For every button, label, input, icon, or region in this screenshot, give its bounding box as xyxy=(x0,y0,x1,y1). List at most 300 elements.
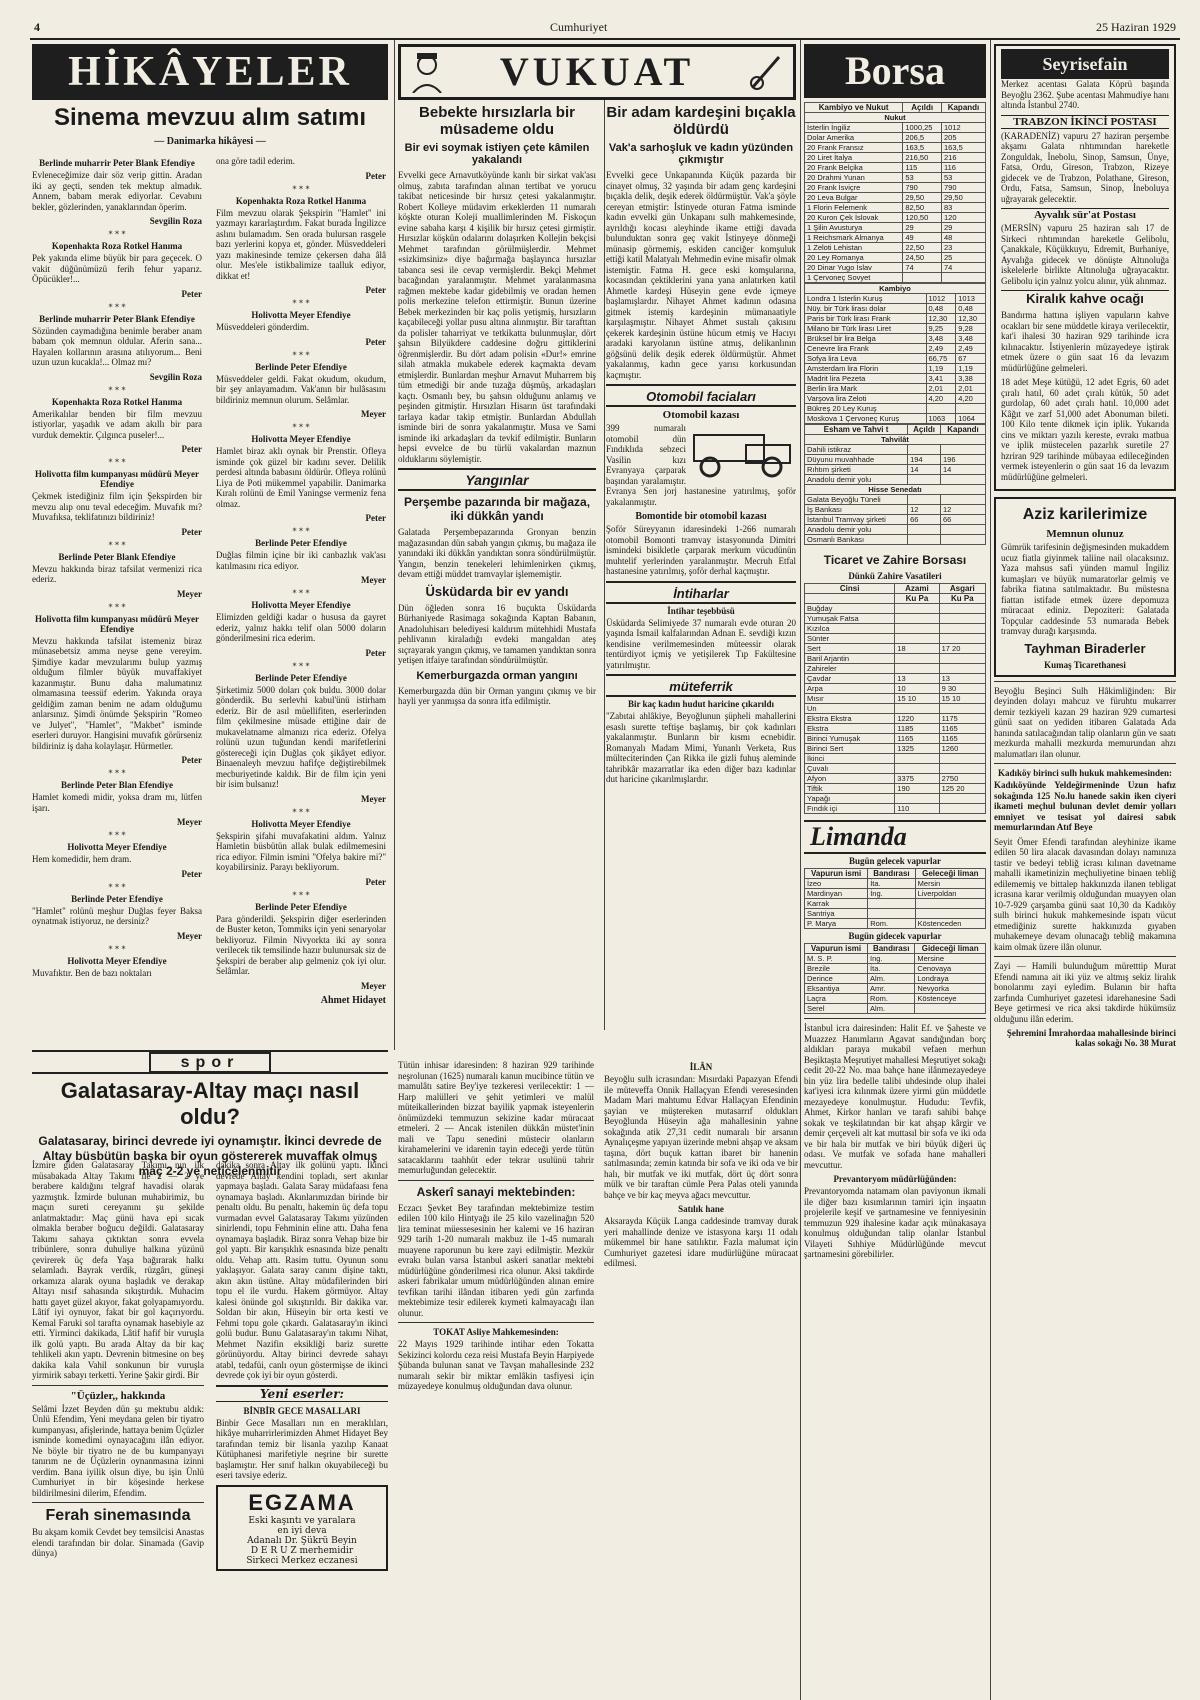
zahire-row xyxy=(805,634,986,644)
kambiyo-row xyxy=(805,374,986,384)
kadikoy-title: Kadıköy birinci sulh hukuk mahkemesinden: xyxy=(997,768,1173,778)
table-cell: Berlin lira Mark xyxy=(805,384,927,394)
table-cell: 4,20 xyxy=(926,394,956,404)
table-cell: 17 20 xyxy=(939,644,985,654)
table-section-row xyxy=(805,113,986,123)
zahire-row xyxy=(805,804,986,814)
table-cell: 9,25 xyxy=(926,324,956,334)
kambiyo-row xyxy=(805,334,986,344)
table-cell: 53 xyxy=(941,173,985,183)
spor-deck: Galatasaray, birinci devrede iyi oynamıştır. İkinci devrede de Altay büsbütün başka bir oyun göstererek muvaffak olmuş maç 2-2 ye neticelenmitir xyxy=(38,1134,382,1178)
uskudar-title: Üsküdarda bir ev yandı xyxy=(425,583,569,599)
story-letter: Berlinde Peter Efendiye Duğlas filmin içine bir iki canbazlık vak'ası katılmasını rica ediyor. Meyer xyxy=(216,538,386,585)
zahire-row xyxy=(805,654,986,664)
intihar-text: Üsküdarda Selimiyede 37 numaralı evde oturan 20 yaşında Ismail kalfalarından Adnan E. sevdiği kızın kendisine verilmemesinden müteessir olarak tentürdiyot içmiş ve yetişilerek Tıp Fakültesine yatırılmıştır. xyxy=(606,617,796,670)
table-cell xyxy=(941,495,986,505)
table-cell: Osmanlı Bankası xyxy=(805,535,908,545)
table-cell: İng. xyxy=(868,889,915,899)
zahire-row xyxy=(805,724,986,734)
table-cell: 13 xyxy=(939,674,985,684)
beyoglu-notice: Beyoğlu Beşinci Sulh Hâkimliğinden: Bir deyinden dolayı mahcuz ve füruhtu mukarrer demir tezkiyeli kazan 29 haziran 929 cumartesi günü saat on yediden itibaren Galatada Ada hanında satılacağından talip olanların gün ve saatı mezkurda mahalli mezkurda memurundan ahzı malumatları ilan olunur. xyxy=(994,685,1176,759)
muteferrik-label-box xyxy=(606,674,796,697)
table-cell: Köstenceden xyxy=(915,919,985,929)
story-letter: Berlinde Peter Blan Efendiye Hamlet komedi midir, yoksa dram mı, lütfen işarı. Meyer xyxy=(32,780,202,827)
table-cell: Laçra xyxy=(805,994,868,1004)
table-cell: M. S. P. xyxy=(805,954,868,964)
muteferrik-title: Bir kaç kadın hudut haricine çıkarıldı xyxy=(627,699,775,709)
zahire-row xyxy=(805,624,986,634)
kiralik-title: Kiralık kahve ocağı xyxy=(1001,290,1169,306)
table-cell: İta. xyxy=(868,964,915,974)
table-cell: 12,30 xyxy=(926,314,956,324)
table-cell: 1012 xyxy=(941,123,985,133)
nukut-row xyxy=(805,203,986,213)
table-cell: 1220 xyxy=(895,714,939,724)
table-cell: 1 Zeloti Lehistan xyxy=(805,243,903,253)
table-cell: 163,5 xyxy=(903,143,942,153)
ilan-title: İLÂN xyxy=(689,1062,713,1072)
zahire-row xyxy=(805,674,986,684)
hisse-row xyxy=(805,525,986,535)
table-cell xyxy=(939,624,985,634)
table-cell: 1185 xyxy=(895,724,939,734)
table-cell: 120,50 xyxy=(903,213,942,223)
table-cell: Moskova 1 Çervoneç Kuruş xyxy=(805,414,927,424)
story-letter: Holivotta Meyer Efendiye Hem komedidir, hem dram. Peter xyxy=(32,842,202,879)
publication-name: Cumhuriyet xyxy=(550,20,608,34)
table-cell: 115 xyxy=(903,163,942,173)
table-cell xyxy=(908,525,941,535)
seyrisefain-box xyxy=(994,44,1176,491)
table-cell: 82,50 xyxy=(903,203,942,213)
table-cell: 9 30 xyxy=(939,684,985,694)
spor-headline: Galatasaray-Altay maçı nasıl oldu? xyxy=(60,1078,360,1129)
ucuzler-title: "Üçüzler,, hakkında xyxy=(70,1389,166,1402)
vukuat-banner xyxy=(398,44,796,100)
tahvil-row xyxy=(805,475,986,485)
table-section-label: Kambiyo xyxy=(805,284,986,294)
story-author: Ahmet Hidayet xyxy=(320,994,386,1006)
table-cell: 15 10 xyxy=(895,694,939,704)
otomobil-kazasi xyxy=(606,423,796,507)
otomobil-label: Otomobil faciaları xyxy=(646,389,756,404)
table-cell: 194 xyxy=(908,455,941,465)
table-cell: Cenevre lira Frank xyxy=(805,344,927,354)
story-title: Sinema mevzuu alım satımı xyxy=(53,104,367,131)
story-letter: Berlinde muharrir Peter Blank Efendiye Sözünden caymadığına benimle beraber anam babam çok memnun oldular. Aferin sana... Hayalen kollarının arasına atılıyorum... Beni uzun uzun kucakla!... Olmaz mı? Sevgilin Roza xyxy=(32,313,202,382)
aziz-subtitle: Memnun olunuz xyxy=(1046,528,1124,540)
story-letter: Holivotta Meyer Efendiye Müsveddeleri gönderdim. Peter xyxy=(216,310,386,347)
table-cell: 29,50 xyxy=(941,193,985,203)
spor-label: spor xyxy=(149,1052,272,1073)
zahire-row xyxy=(805,714,986,724)
table-cell: 0,48 xyxy=(956,304,986,314)
story-column-2: ona göre tadil ederim. Peter * * * Kopenhakta Roza Rotkel Hanıma Film mevzuu olarak Şekspirin "Hamlet" ini yazmayı kararlaştırdım. Fakat burada İngilizce aslını bulamadım. Sen orada bulursan rasgele bazı yerlerini kopya et, gönder. Müsveddeleri yazı makinesinde temize çekersen daha âlâ olur. Mes'ele istikbalimize taalluk ediyor, dikkat et! Peter * * * Holivotta Meyer Efendiye Müsveddeleri gönderdim. Peter * * * Berlinde Peter Efendiye Müsveddeler geldi. Fakat okudum, okudum, bir şey anlayamadım. Vak'anın bir hulâsasını bildiriniz memnun olurum. Selâmlar. Meyer * * * Holivotta Meyer Efendiye Hamlet biraz aklı oynak bir Prenstir. Ofleya isminde çok güzel bir kadını sever. Delilik perdesi altında babasını öldürür. Ofleya rolünü Liya de Poti mükemmel yapabilir. Danimarka Kıralı rolünü de Emil Yaningse vermeniz fena olmaz. Peter * * * Berlinde Peter Efendiye Duğlas filmin içine bir iki canbazlık vak'ası katılmasını rica ediyor. Meyer * * * Holivotta Meyer Efendiye Elimizden geldiği kadar o hususa da gayret ederiz, yalnız hakkı telif olan 5000 doların gönderilmesini rica ederim. Peter * * * Berlinde Peter Efendiye Şirketimiz 5000 doları çok buldu. 3000 dolar gönderdik. Bu serlevhi kabul'ünü istirham ederiz. Bir de asıl müellifiten, eserlerinden film çekilmesine müsade ettiğine dair de mukavelatname almanızı rica ederiz. Ofelya rolünü uzun tuğundan kendi marifetlerini göstereceği için Duğlas çok şikâyet ediyor. Binaenaleyh mevzuu hafifçe değiştirebilmek mecburiyetinde kaldık. Bir de film için yeni bir isim bulsanız! Meyer * * * Holivotta Meyer Efendiye Şekspirin şifahi muvafakatini aldım. Yalnız Hamletin büsbütün allak bulak edilmemesini rica ediyor. Filmin ismini "Ofelya bakire mi?" koyabilirsiniz. Parayı bekliyorum. Peter * * * Berlinde Peter Efendiye Para gönderildi. Şekspirin diğer eserlerinden de Buster keton, Tommiks için yeni senaryolar bekliyoruz. Filmin Nivyorkta iki ay sonra verilecek tik temsilinde hazır bulunursak siz de Şekspiri de beraber alıp gelmeniz çok iyi olur. Selâmlar. Meyer Ahmet Hidayet xyxy=(216,156,386,1006)
table-cell: 13 xyxy=(895,674,939,684)
intihar-title: İntihar teşebbüsü xyxy=(667,605,735,616)
table-cell: 10 xyxy=(895,684,939,694)
table-cell: Mersine xyxy=(915,954,986,964)
table-cell: Cenovaya xyxy=(915,964,986,974)
table-cell: 53 xyxy=(903,173,942,183)
table-section-label: Nukut xyxy=(805,113,986,123)
table-cell: 66 xyxy=(941,515,986,525)
spor-text: İzmire giden Galatasaray Takımı nın ilk müsabakada Altay Takımı ile 2 — 2 ye berabere kaldığını telgraf havadisi olarak yazmıştık. İzmirde bulunan muhabirimiz, bu maçın sureti cereyanını şu şekilde anlatmaktadır: Maç günü hava epi sıcak olmakla beraber boğucu değildi. Galatasaray Takımı sahaya çıktıktan sonra evvela tribünlere, sonra duhuliye halkına yüzünü çevirerek üç defa Yaşa bağırarak halkı selamladı. Bayrak verdik, rüzgârı, güneşi orkamıza alarak oyuna başladık ve derakap Altayı nısıf sahasında sıkıştırdık. Muhacim hattı gayet güzel akıyor, fakat golyapamıyordu. Lâtif iyi oynuyor, fakat bir gol kaçırıyordu. Kemal Faruki sol tarafta oynamak hasebiyle az etti. Yirminci dakikada, Lâtif hafif bir vuruşla ilk golü yaptı. Bu arada Altay da bir kaç tehlikeli akın yaptı. Devrenin bitmesine on beş dakika kala Vahil sonkunun bir vuruşla yirmirik sabayı terketti. Yerine Şakir girdi. Bir xyxy=(32,1160,204,1380)
table-cell xyxy=(868,909,915,919)
nukut-row xyxy=(805,223,986,233)
table-cell: 2,01 xyxy=(926,384,956,394)
story-letter: Holivotta Meyer Efendiye Şekspirin şifahi muvafakatini aldım. Yalnız Hamletin büsbütün allak bulak edilmemesini rica ediyor. Filmin ismini "Ofelya bakire mi?" koyabilirsiniz. Parayı bekliyorum. Peter xyxy=(216,818,386,887)
zahire-row xyxy=(805,794,986,804)
table-cell xyxy=(939,804,985,814)
table-cell: Alm. xyxy=(868,1004,915,1014)
table-cell: 20 Frank İsviçre xyxy=(805,183,903,193)
zahire-row xyxy=(805,694,986,704)
table-cell: Ekstra Ekstra xyxy=(805,714,895,724)
table-cell: Sofya lira Leva xyxy=(805,354,927,364)
prevantoryom-text: Prevantoryomda natamam olan paviyonun ikmali ile diğer bazı kısımlarının tamiri için inşaatın projelerile keşif ve şartnamesine ve fenniyesinin temmuzun 929 ihalesine kadar açık münakasaya konulmuş olduğundan talip olanlar İstanbul Vilayeti Sıhhiye Müdürlüğünde mevcut şartnamesini görebilirler. xyxy=(804,1186,986,1259)
table-cell: 790 xyxy=(941,183,985,193)
table-section-row xyxy=(805,485,986,495)
table-cell: Santriya xyxy=(805,909,868,919)
table-cell: 116 xyxy=(941,163,985,173)
table-cell: 48 xyxy=(941,233,985,243)
aziz-text: Gümrük tarifesinin değişmesinden mukaddem ucuz fiatla giyinmek taliine nail olacaksınız. Yaza mahsus safi yünden mamul İngiliz kumaşları ve büyük numaratorlar gelmiş ve fabrika fiatına satılmaktadır. Bu müstesna fiattan istifade etmek üzere depomuza müracaat ediniz. Depoziteri: Galatada Topçular caddesinde 53 numarada Bebek tramvay durağı karşısında. xyxy=(1001,542,1169,636)
table-cell: Yapağı xyxy=(805,794,895,804)
gelecek-table: Vapurun ismi Bandırası Geleceği liman İzeo İta. Mersin Mardinyan İng. Liverpoldan Karrak Santriya P. Marya Rom. Köstenceden xyxy=(804,868,986,929)
kambiyo-row xyxy=(805,304,986,314)
kambiyo-row xyxy=(805,314,986,324)
zahire-row xyxy=(805,744,986,754)
table-cell: 20 Kuron Çek İslovak xyxy=(805,213,903,223)
table-cell xyxy=(939,654,985,664)
tahvil-row xyxy=(805,455,986,465)
table-cell: Alm. xyxy=(868,974,915,984)
persembe-text: Galatada Perşembepazarında Gronyan benzin mağazasından dün sabah yangın çıkmış, bu mağaza ile yanındaki iki dükkân yandıktan sonra söndürülmüştür. Yangın, benzin tenekeleri lehimlenirken çıkmış, devam ettiği müddet tramvaylar işlememiştir. xyxy=(398,527,596,579)
story-letter: Holivotta Meyer Efendiye Hamlet biraz aklı oynak bir Prenstir. Ofleya isminde çok güzel bir kadını sever. Delilik perdesi altında babasını öldürür. Ofleya rolünü Liya de Poti mükemmel yapabilir. Danimarka Kıralı rolünü de Emil Yaningse vermeniz fena olmaz. Peter xyxy=(216,434,386,523)
table-cell xyxy=(868,899,915,909)
table-cell: 2750 xyxy=(939,774,985,784)
table-cell xyxy=(908,535,941,545)
table-cell: Ekstra xyxy=(805,724,895,734)
zayi-signature: Şehremini İmrahordaa mahallesinde birinci kalas sokağı No. 38 Murat xyxy=(1006,1028,1176,1048)
table-cell: Tiftik xyxy=(805,784,895,794)
tahvil-row xyxy=(805,465,986,475)
table-cell: 163,5 xyxy=(941,143,985,153)
table-cell: Rom. xyxy=(868,994,915,1004)
hikayeler-section xyxy=(32,44,388,1044)
zahire-row xyxy=(805,734,986,744)
nukut-row xyxy=(805,183,986,193)
table-cell: Anadolu demir yolu xyxy=(805,525,908,535)
seyrisefain-section xyxy=(994,44,1176,1684)
bomonti-text: Şoför Süreyyanın idaresindeki 1-266 numaralı otomobil Bomonti tramvay istasyonunda Dimitri ismindeki bisikletle çarparak merkum vücudünün muhtelif yerlerinden yaralanmıştır. Mecruh Etfal hastanesine yatırılmış, şoför derhal kaçmıştır. xyxy=(606,524,796,576)
table-cell: 12 xyxy=(941,505,986,515)
bebek-title: Bebekte hırsızlarla bir müsademe oldu xyxy=(419,104,575,138)
table-cell: İş Bankası xyxy=(805,505,908,515)
table-cell: Birinci Yumuşak xyxy=(805,734,895,744)
kadikoy-bold: Kadıköyünde Yeldeğirmeninde Uzun hafız sokağında 125 No.lu hanede sakin iken ciyeri ikameti meçhul bulunan devlet demir yolları emniyet ve tesisat yol dairesi sabık memurlarından Atıf Beye xyxy=(994,780,1176,832)
hisse-row xyxy=(805,505,986,515)
table-cell xyxy=(908,445,941,455)
hisse-row xyxy=(805,515,986,525)
notices-right xyxy=(604,1060,798,1690)
table-cell: 15 10 xyxy=(939,694,985,704)
yeni-eserler-title: Yeni eserler: xyxy=(216,1385,388,1402)
nukut-row xyxy=(805,273,986,283)
table-cell: 1,19 xyxy=(956,364,986,374)
table-cell: Afyon xyxy=(805,774,895,784)
nukut-row xyxy=(805,153,986,163)
table-cell: İstanbul Tramvay şirketi xyxy=(805,515,908,525)
table-cell xyxy=(915,1004,986,1014)
nukut-row xyxy=(805,253,986,263)
kambiyo-table: Kambiyo ve Nukut Açıldı Kapandı Nukut İsterlin İngiliz 1000,25 1012 Dolar Amerika 206,5 205 20 Frank Fransız 163,5 163,5 20 Liret İtalya 216,50 216 20 Frank Belçika 115 116 20 Drahmi Yunan 53 53 20 Frank İsviçre 790 790 20 Leva Bulgar 29,50 29,50 1 Florin Felemenk 82,50 83 20 Kuron Çek İslovak 120,50 120 1 Şilin Avusturya 29 29 1 Reichsmark Almanya 49 48 1 Zeloti Lehistan 22,50 23 20 Ley Romanya 24,50 25 20 Dinar Yugo İslav 74 74 1 Çervoneç Sovyet xyxy=(804,102,986,283)
vapur-row xyxy=(805,954,986,964)
table-section-label: Hisse Senedatı xyxy=(805,485,986,495)
nukut-row xyxy=(805,243,986,253)
table-cell xyxy=(939,614,985,624)
table-cell: 1 Çervoneç Sovyet xyxy=(805,273,903,283)
vapur-row xyxy=(805,974,986,984)
table-cell: Madrit lira Pezeta xyxy=(805,374,927,384)
borsa-section xyxy=(804,44,986,1354)
table-cell xyxy=(895,654,939,664)
borsa-banner: Borsa xyxy=(804,44,986,98)
vukuat-section xyxy=(398,44,796,1054)
table-cell: 206,5 xyxy=(903,133,942,143)
table-cell: 4,20 xyxy=(956,394,986,404)
intihar-label: İntiharlar xyxy=(673,585,729,601)
table-cell: 9,28 xyxy=(956,324,986,334)
table-cell xyxy=(895,634,939,644)
table-cell: 25 xyxy=(941,253,985,263)
yanginlar-label-box xyxy=(398,468,596,491)
table-cell: Serel xyxy=(805,1004,868,1014)
table-cell: Düyunu muvahhade xyxy=(805,455,908,465)
table-cell: 1325 xyxy=(895,744,939,754)
ayvalik-title: Ayvalık sür'at Postası xyxy=(1001,208,1169,221)
notices-left xyxy=(398,1060,594,1690)
table-cell xyxy=(895,664,939,674)
table-cell: Zahireler xyxy=(805,664,895,674)
merkez-text: Merkez acentası Galata Köprü başında Beyoğlu 2362. Şube acentası Mahmudiye hanı altında İstanbul 2740. xyxy=(1001,79,1169,110)
nukut-row xyxy=(805,133,986,143)
table-cell: 3,48 xyxy=(926,334,956,344)
zahire-row xyxy=(805,644,986,654)
issue-date: 25 Haziran 1929 xyxy=(1096,20,1176,34)
table-cell: Mardinyan xyxy=(805,889,868,899)
table-cell: 20 Drahmi Yunan xyxy=(805,173,903,183)
table-cell: 790 xyxy=(903,183,942,193)
table-cell: Nüy. bir Türk lirası dolar xyxy=(805,304,927,314)
table-cell: Sünter xyxy=(805,634,895,644)
table-cell: P. Marya xyxy=(805,919,868,929)
kambiyo-row xyxy=(805,364,986,374)
table-cell: Karrak xyxy=(805,899,868,909)
satilik-title: Satılık hane xyxy=(678,1204,724,1214)
zahire-subtitle: Dünkü Zahire Vasatileri xyxy=(848,571,942,581)
trabzon-title: TRABZON İKİNCİ POSTASI xyxy=(1001,115,1169,129)
table-cell: 20 Ley Romanya xyxy=(805,253,903,263)
table-cell: Varşova lira Zeloti xyxy=(805,394,927,404)
vapur-row xyxy=(805,964,986,974)
table-cell: İsterlin İngiliz xyxy=(805,123,903,133)
table-cell: 205 xyxy=(941,133,985,143)
nukut-row xyxy=(805,263,986,273)
table-cell: Derince xyxy=(805,974,868,984)
intihar-label-box xyxy=(606,581,796,604)
table-cell: Mısır xyxy=(805,694,895,704)
story-column-1: Berlinde muharrir Peter Blank Efendiye Evleneceğimize dair söz verip gittin. Aradan iki ay geçti, senden tek mektup almadık. Annem, babam merak ediyorlar. Cevabını bekler, gözlerinden, yanaklarından öperim. Sevgilin Roza * * * Kopenhakta Roza Rotkel Hanıma Pek yakında elime büyük bir para geçecek. O vakit düğünümüzü ferih fehur yaparız. Öpücükler!... Peter * * * Berlinde muharrir Peter Blank Efendiye Sözünden caymadığına benimle beraber anam babam çok memnun oldular. Aferin sana... Hayalen kollarının arasına atılıyorum... Beni uzun uzun kucakla!... Olmaz mı? Sevgilin Roza * * * Kopenhakta Roza Rotkel Hanıma Amerikalılar benden bir film mevzuu istiyorlar, yaşadık ve adam akıllı bir para vurduk demektir. Çılgınca puseler!... Peter * * * Holivotta film kumpanyası müdürü Meyer Efendiye Çekmek istediğiniz film için Şekspirden bir mevzu alıp onu teval edeceğim. Muvafık mı? Muvafıksa, teklifatınızı bildiriniz! Peter * * * Berlinde Peter Blank Efendiye Mevzu hakkında biraz tafsilat vermenizi rica ederiz. Meyer * * * Holivotta film kumpanyası müdürü Meyer Efendiye Mevzu hakkında tafsilat istemeniz biraz münasebetsiz amma neyse gene vereyim. Şimdiye kadar mevzularımı bulup yazmış olduğum filmler büyük muvaffakiyet kazanmıştır. Bunu daha malumatınız olmamasına teessüf ederim. Yakında oraya geldiğim zaman benim ne adam olduğumu anlarsınız. Şimdi önümde Şekspirin "Romeo ve Julyet", "Hamlet", "Makbet" isminde eserleri duruyor. Hangisini muvafık görürseniz bildiriniz iş daha kolaylaşır. Hürmetler. Peter * * * Berlinde Peter Blan Efendiye Hamlet komedi midir, yoksa dram mı, lütfen işarı. Meyer * * * Holivotta Meyer Efendiye Hem komedidir, hem dram. Peter * * * Berlinde Peter Efendiye "Hamlet" rolünü meşhur Duğlas feyer Baksa oynatmak istiyoruz, ne dersiniz? Meyer * * * Holivotta Meyer Efendiye Muvafıktır. Ben de bazı noktaları xyxy=(32,158,202,978)
table-cell xyxy=(895,704,939,714)
kemer-text: Kemerburgazda dün bir Orman yangını çıkmış ve bir hayli yer yanmışsa da sonra itfa edilmiştir. xyxy=(398,685,596,706)
table-cell: 20 Dinar Yugo İslav xyxy=(805,263,903,273)
spor-section xyxy=(32,1050,388,1690)
story-subtitle: — Danimarka hikâyesi — xyxy=(154,136,266,147)
table-cell: 29 xyxy=(903,223,942,233)
icra-notice: İstanbul icra dairesinden: Halit Ef. ve Şaheste ve Muazzez Hanımların Agavat sandığından borç aldıkları paraya mukabil vefaen merhun Beşiktaşta Meşrutiyet mahallesi Meşrutiyet sokağı cedit 20-22 No. maa bahçe hane ilânmezayedeye bin yüz lira bedelle talibi uhdesinde olup ihalei kat'iyesi icra kılınmak üzere yirmi gün müddetle mezayedeye konulmuştur. Hududu: Tevfik, Ahmet, Kirkor hanları ve tarafı sahibi bahçe sokak ve teşkilatından bir kat ahşap kârgir ve demir çerçeveli alt kat muttasıl bir sofa ve iki oda ve bir hala bir mutfak ve biri büyük diğeri üç odası. Ve mutfak ve sofada hane mahalleri mevcuttur. xyxy=(804,1023,986,1170)
table-cell: Brezile xyxy=(805,964,868,974)
table-cell: 22,50 xyxy=(903,243,942,253)
uskudar-text: Dün öğleden sonra 16 buçukta Üsküdarda Bürhaniyede Rasimaga sokağında Kaptan Babanın, Anadoluhisarı belediyesi kaldırım mütehhidi Mustafa pehlivanın kiraladığı evdeki mangaldan ateş sıçrayarak yangın çıkmış, ve tamamen yandıktan sonra yetişen itfaiye tarafından söndürülmüştür. xyxy=(398,602,596,665)
otomobil-text: 399 numaralı otomobil dün Fındıklıda sebzeci Vasilin kızı Evranyaya çarparak başından yaralamıştır. Evranya Sen jorj hastanesine yatırılmış, şoför yakalanmıştır. xyxy=(606,423,796,507)
nukut-row xyxy=(805,123,986,133)
table-cell: Nevyorka xyxy=(915,984,986,994)
table-cell: Rom. xyxy=(868,919,915,929)
table-cell: Milano bir Türk lirası Liret xyxy=(805,324,927,334)
table-cell xyxy=(939,634,985,644)
table-cell: 216,50 xyxy=(903,153,942,163)
table-cell: İkinci xyxy=(805,754,895,764)
table-cell: Dahili istikraz xyxy=(805,445,908,455)
story-letter: Holivotta film kumpanyası müdürü Meyer Efendiye Çekmek istediğiniz film için Şekspirden bir mevzu alıp onu teval edeceğim. Muvafık mı? Muvafıksa, teklifatınızı bildiriniz! Peter xyxy=(32,469,202,537)
persembe-title: Perşembe pazarında bir mağaza, iki dükkân yandı xyxy=(403,495,591,523)
kambiyo-row xyxy=(805,294,986,304)
table-cell xyxy=(926,404,956,414)
nukut-row xyxy=(805,193,986,203)
table-cell: 1000,25 xyxy=(903,123,942,133)
nukut-row xyxy=(805,213,986,223)
story-letter: Berlinde Peter Efendiye Müsveddeler geldi. Fakat okudum, okudum, bir şey anlayamadım. Vak'anın bir hulâsasını bildiriniz memnun olurum. Selâmlar. Meyer xyxy=(216,361,386,419)
table-cell: 12,30 xyxy=(956,314,986,324)
table-cell: 14 xyxy=(908,465,941,475)
table-cell: Mersin xyxy=(915,879,985,889)
tutun-notice: Tütün inhisar idaresinden: 8 haziran 929 tarihinde neşrolunan (1625) numaralı kanun mucibince tütün ve mamulâtı satire Bey'iye tezkeresi verilecektir: 1 — Harp malülleri ve şehit yetimleri ve malül müteikallerinden bizzat bayilik yapmak isteyenlerin önümüzdeki temmuzun sekizine kadar müracaat etmeleri. 2 — Ancak istenilen dükkân müstet'inin mali ve Tapu senedini müstecir olanların kirahamelerini ve idarenin tayin edeceği yerde tütün satacaklarını taahhüt eder tekrar usulünü tahrir memurluğundan gelecektir. xyxy=(398,1060,594,1175)
table-cell xyxy=(939,794,985,804)
zahire-row xyxy=(805,754,986,764)
column-rule xyxy=(394,40,395,1050)
zahire-row xyxy=(805,664,986,674)
trabzon-text: (KARADENİZ) vapuru 27 haziran perşembe akşamı Galata rıhtımından hareketle Zonguldak, İnebolu, Sinop, Samsun, Ünye, Fatsa, Ordu, Gireson, Trabzon, Rizeye gidecek ve de Trabzon, Polathane, Gireson, Ordu, Fatsa, Samsun, Sinop, İneboluya uğrayarak gelecektir. xyxy=(1001,130,1169,204)
zahire-row xyxy=(805,684,986,694)
table-cell: 2,49 xyxy=(956,344,986,354)
vapur-row xyxy=(805,879,986,889)
table-cell: 1165 xyxy=(895,734,939,744)
yanginlar-label: Yangınlar xyxy=(465,472,529,488)
table-cell: Çavdar xyxy=(805,674,895,684)
table-cell xyxy=(915,909,985,919)
muteferrik-label: müteferrik xyxy=(669,679,733,694)
vapur-row xyxy=(805,909,986,919)
table-cell xyxy=(895,794,939,804)
table-cell: Liverpoldan xyxy=(915,889,985,899)
story-letter: Holivotta Meyer Efendiye Elimizden geldiği kadar o hususa da gayret ederiz, yalnız hakkı telif olan 5000 doların gönderilmesini rica ederim. Peter xyxy=(216,600,386,658)
table-cell: Anadolu demir yolu xyxy=(805,475,908,485)
otomobil-label-box xyxy=(606,384,796,407)
table-cell: 1012 xyxy=(926,294,956,304)
tokat-title: TOKAT Asliye Mahkemesinden: xyxy=(433,1327,559,1337)
story-letter: Berlinde Peter Efendiye "Hamlet" rolünü meşhur Duğlas feyer Baksa oynatmak istiyoruz, ne dersiniz? Meyer xyxy=(32,893,202,941)
vapur-row xyxy=(805,919,986,929)
table-cell: Baril Arjantin xyxy=(805,654,895,664)
table-cell: Eksantiya xyxy=(805,984,868,994)
story-letter: Berlinde Peter Efendiye Para gönderildi. Şekspirin diğer eserlerinden de Buster keton, Tommiks için yeni senaryolar bekliyoruz. Filmin Nivyorkta iki ay sonra verilecek tik temsilinde hazır bulunursak siz de Şekspiri de beraber alıp gelmeniz çok iyi olur. Selâmlar. Meyer xyxy=(216,901,386,991)
table-cell: 29,50 xyxy=(903,193,942,203)
ayvalik-text: (MERSİN) vapuru 25 haziran salı 17 de Sirkeci rıhtımından hareketle Gelibolu, Çanakkale, Küçükkuyu, Edremit, Burhaniye, Ayvalığa gidecek ve dönüşte Altınoluğa iskelelerle birlikte Altınoluğa uğrayacaktır. Gelibolu için yalnız yolcu alınır, yük alınmaz. xyxy=(1001,223,1169,286)
table-cell: 3375 xyxy=(895,774,939,784)
table-cell: Londra 1 İsterlin Kuruş xyxy=(805,294,927,304)
table-cell: Yumuşak Fatsa xyxy=(805,614,895,624)
gelecek-title: Bugün gelecek vapurlar xyxy=(848,856,941,866)
car-illustration xyxy=(686,423,796,483)
ilan-text: Beyoğlu sulh icrasından: Mısırdaki Papazyan Efendi ile müteveffa Onnik Hallaçyan Efendi veresesinden Madam Mari mahtumu Edvar Hallaçyan Efendinin şayian ve müştereken mutasarrıf oldukları Beyoğlunda Hüseyin ağa mahallesinin yahne sokağında atik 27,31 cedit numaralı bir arsanın Aynalıçeşme yapıyan üzerinde mebni ahşap ve aksam taşına, dört buçuk kattan ibaret bir hanenin satılmasında; zemin katında bir sofa ve iki oda ve bir halı, bir mutfak ve iki mutfak, dört üç dört sonra mülk ve bir taraftan cümle Pera Palas oteli yanında bahçe ve bir kaç meyva ağacı mevcuttur. xyxy=(604,1074,798,1200)
kadikoy-text: Seyit Ömer Efendi tarafından aleyhinize ikame edilen 50 lira alacak davasından dolayı namınıza tastir ve bedeyi tebliğ icrası kılınan davetname mahalli ikametinizin meçhuliyetine binaen tebliğ edilememiş ve bittalep hakkınızda ilanen tebligat icrasına karar verilmiş olduğundan muayyen olan 10-7-929 çarşamba günü saat 10,30 da Kadıköy sulh birinci hukuk mahkemesinde ispatı vücut etmediğiniz surette hakkınızda gıyaben muhakemeye devam olunacağı tebliğ makamına kaim olmak üzere ilân olunur. xyxy=(994,836,1176,952)
kambiyo-row xyxy=(805,394,986,404)
table-cell: Köstenceye xyxy=(915,994,986,1004)
table-section-row xyxy=(805,435,986,445)
table-cell xyxy=(895,624,939,634)
table-cell: 1260 xyxy=(939,744,985,754)
egzama-title: EGZAMA xyxy=(248,1489,356,1515)
tayhman-title: Tayhman Biraderler xyxy=(1024,640,1146,656)
nukut-row xyxy=(805,143,986,153)
table-cell: 14 xyxy=(941,465,986,475)
tayhman-subtitle: Kumaş Ticarethanesi xyxy=(1044,659,1126,670)
satilik-text: Aksarayda Küçük Langa caddesinde tramvay durak yeri mahallinde denize ve istasyona karşı 11 odalı mükemmel bir hane satılıktır. Fazla malumat için Cumhuriyet gazetesi idare mudürlüğüne müracaat edilmesi. xyxy=(604,1216,798,1268)
tahvil-row xyxy=(805,445,986,455)
table-cell: 3,41 xyxy=(926,374,956,384)
table-cell: Kızılca xyxy=(805,624,895,634)
kambiyo-row xyxy=(805,384,986,394)
table-cell: Arpa xyxy=(805,684,895,694)
vapur-row xyxy=(805,889,986,899)
table-cell: 29 xyxy=(941,223,985,233)
ferah-text: Bu akşam komik Cevdet bey temsilcisi Anastas elendi tarafından bir dolar. Sinamada (Gavip dünya) xyxy=(32,1527,204,1558)
spor-column-1 xyxy=(32,1160,204,1563)
table-cell: 66,75 xyxy=(926,354,956,364)
vapur-row xyxy=(805,899,986,909)
table-cell: 2,49 xyxy=(926,344,956,354)
muteferrik-text: "Zabıtai ahlâkiye, Beyoğlunun şüpheli mahallerini esaslı surette teftişe başlamış, bir çok kadınları yakalanmıştır. Bunların bir kısmı ecnebidir. Romanyalı Madam Mimi, Yunanlı Verketa, Rus mülteciterinden Çan Rikka ile gizli fuhuş aleminde tahribkâr mazarratlar ika eden diğer bazı kadınlar dut haricine çıkarılmışlardır. xyxy=(606,711,796,784)
table-cell xyxy=(895,764,939,774)
table-cell: 216 xyxy=(941,153,985,163)
table-cell: 3,48 xyxy=(956,334,986,344)
table-cell: Paris bir Türk lirası Frank xyxy=(805,314,927,324)
table-cell: Londraya xyxy=(915,974,986,984)
table-cell: 120 xyxy=(941,213,985,223)
table-cell: 1 Reichsmark Almanya xyxy=(805,233,903,243)
table-cell: 1 Florin Felemenk xyxy=(805,203,903,213)
table-cell xyxy=(939,764,985,774)
table-cell: 24,50 xyxy=(903,253,942,263)
table-cell: Galata Beyoğlu Tüneli xyxy=(805,495,908,505)
table-section-label: Tahvilât xyxy=(805,435,986,445)
table-cell: 20 Leva Bulgar xyxy=(805,193,903,203)
askeri-text: Eczacı Şevket Bey tarafından mektebimize testim edilen 100 kilo Hintyağı ile 25 kilo vazelinağın 520 lira teminat müessesesinin her kalemi ve 16 haziran 929 tarih 1-20 numaralı makbuz ile 1-45 numaralı muayene raporunun bu kere zayi edilmiştir. Mezkür evrakı bulan varsa İstanbul askeri sanatlar mektebi müdürlüğüne gönderilmesi rica olunur. Aksi takdirde askeri fabrikalar umum müdürlüğünden alınan emire tevfikan tarihi ilândan itibaren yedi gün zarfında mektebimize tesir edilerek kıymeti kalmayacağı ilan olunur. xyxy=(398,1202,594,1318)
table-cell xyxy=(941,475,986,485)
table-cell xyxy=(941,525,986,535)
